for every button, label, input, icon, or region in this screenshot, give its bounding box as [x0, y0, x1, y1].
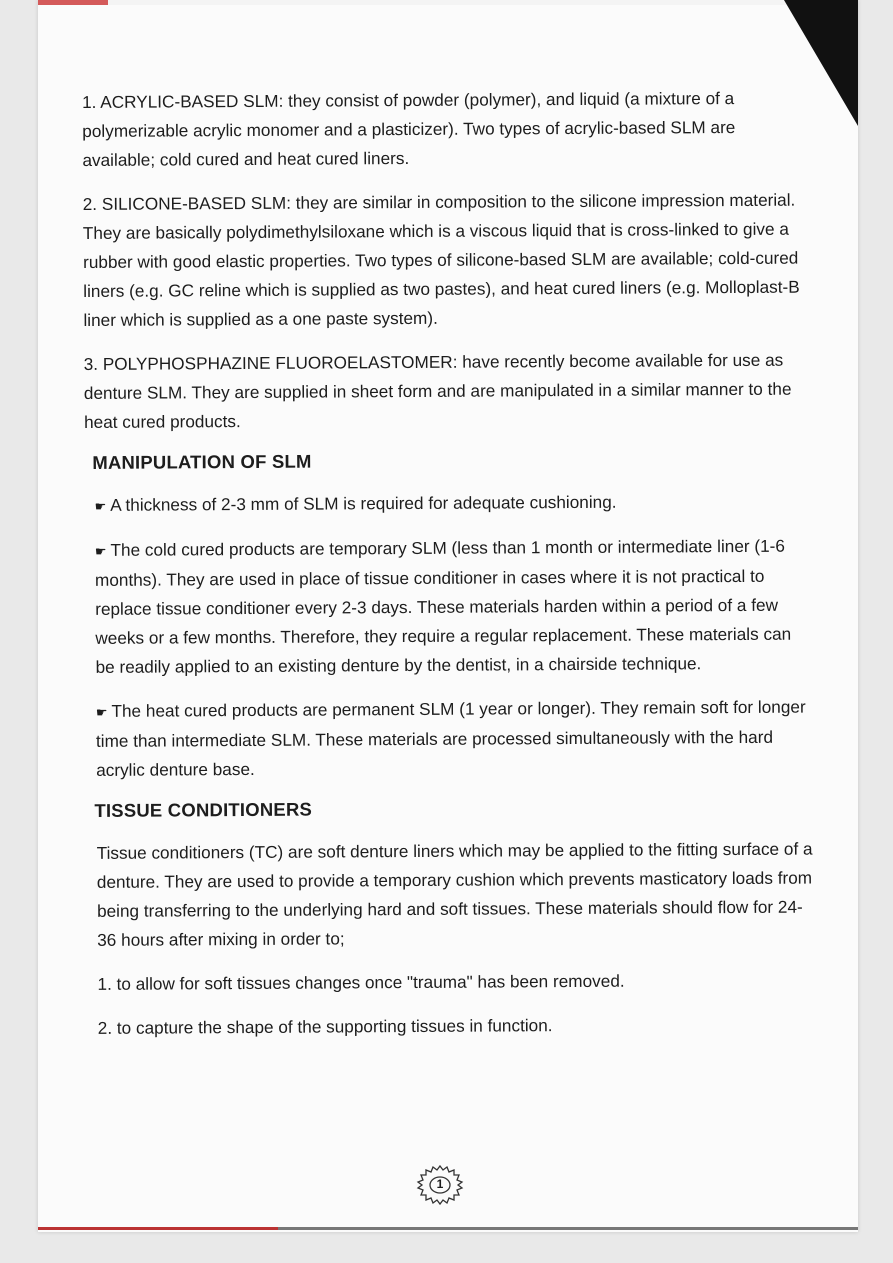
pointing-hand-icon: ☛	[94, 498, 107, 514]
paragraph-silicone: 2. SILICONE-BASED SLM: they are similar in composition to the silicone impression material. They are basically polydimethylsiloxane which is a viscous liquid that is cross-linked to give a rubber with good elastic properties. Two types of silicone-based SLM are available; cold-cured liners (e.g. GC reline which is supplied as two pastes), and heat cured liners (e.g. Molloplast-B liner which is supplied as a one paste system).	[82, 189, 800, 330]
top-rule	[38, 0, 858, 5]
bottom-rule	[38, 1227, 858, 1230]
page-number-badge	[408, 1160, 472, 1208]
bullet-text: The cold cured products are temporary SLM (less than 1 month or intermediate liner (1-6 months). They are used in place of tissue conditioner in cases where it is not practical to replace tissue conditioner every 2-3 days. These materials harden within a period of a few weeks or a few months. Therefore, they require a regular replacement. These materials can be readily applied to an existing denture by the dentist, in a chairside technique.	[94, 535, 792, 677]
document-page	[38, 0, 858, 1232]
bullet-text: The heat cured products are permanent SLM (1 year or longer). They remain soft for longer time than intermediate SLM. These materials are processed simultaneously with the hard acrylic denture base.	[95, 696, 806, 780]
paragraph-polyphosphazine: 3. POLYPHOSPHAZINE FLUOROELASTOMER: have recently become available for use as denture SLM. They are supplied in sheet form and are manipulated in a similar manner to the heat cured products.	[83, 349, 792, 432]
paragraph-acrylic: 1. ACRYLIC-BASED SLM: they consist of powder (polymer), and liquid (a mixture of a polymerizable acrylic monomer and a plasticizer). Two types of acrylic-based SLM are available; cold cured and heat cured liners.	[82, 88, 736, 170]
bullet-item	[84, 487, 812, 521]
bullet-item	[85, 532, 814, 682]
pointing-hand-icon: ☛	[94, 543, 107, 559]
paragraph-tissue-intro: Tissue conditioners (TC) are soft denture liners which may be applied to the fitting surface of a denture. They are used to provide a temporary cushion which prevents masticatory loads from being transferring to the underlying hard and soft tissues. These materials should flow for 24-36 hours after mixing in order to;	[96, 838, 813, 950]
page-number: 1	[436, 1177, 444, 1191]
list-item: 2. to capture the shape of the supporting tissues in function.	[97, 1015, 553, 1038]
heading-tissue-conditioners: TISSUE CONDITIONERS	[94, 798, 313, 821]
list-item: 1. to allow for soft tissues changes once "trauma" has been removed.	[97, 970, 625, 994]
heading-manipulation: MANIPULATION OF SLM	[92, 450, 312, 473]
bullet-item	[86, 693, 815, 785]
page-content	[82, 84, 816, 1058]
pointing-hand-icon: ☛	[95, 704, 108, 720]
bullet-text: A thickness of 2-3 mm of SLM is required for adequate cushioning.	[110, 491, 617, 515]
